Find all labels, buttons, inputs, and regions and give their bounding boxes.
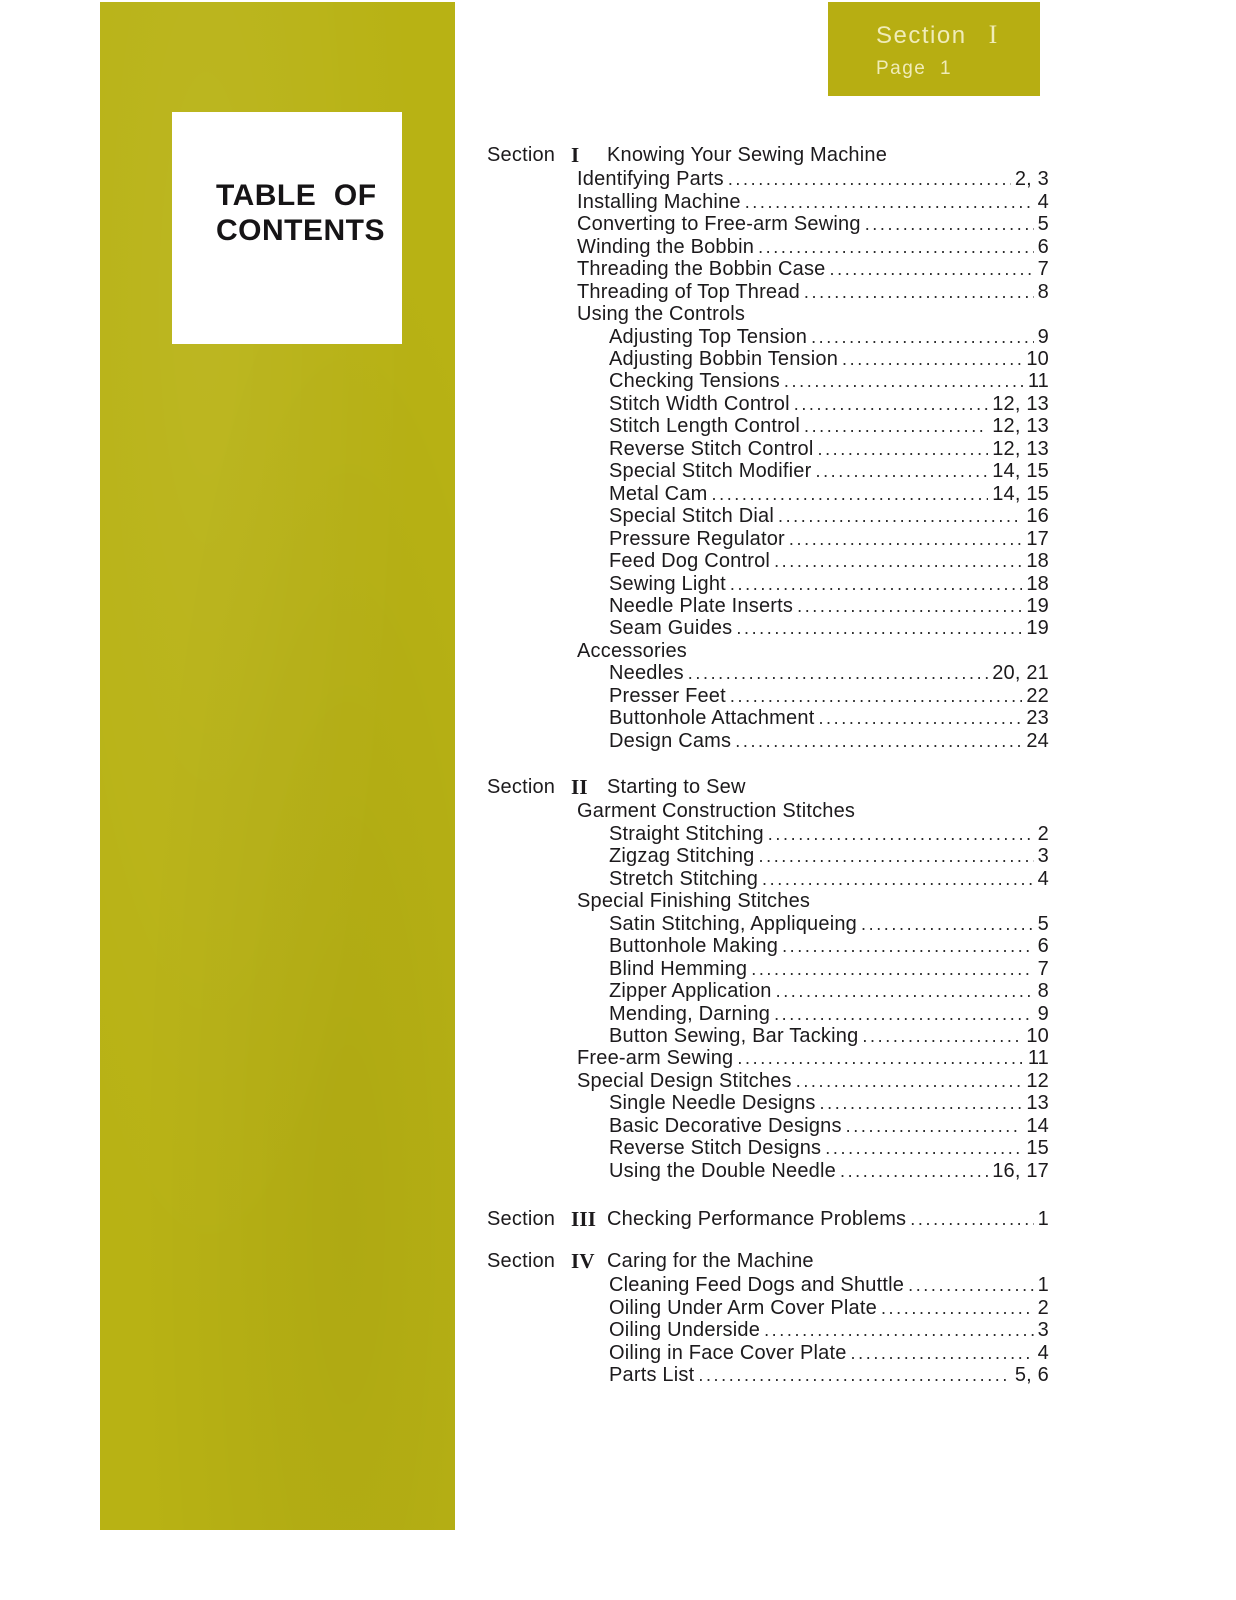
- section-label: Section: [487, 1250, 556, 1272]
- page-ref: 10: [1026, 348, 1049, 370]
- entry-title: Buttonhole Attachment: [609, 707, 815, 729]
- entry-title: Oiling Underside: [609, 1319, 761, 1341]
- page-ref: 8: [1037, 281, 1049, 303]
- toc-entry[interactable]: [577, 213, 1049, 235]
- page-ref: 19: [1026, 617, 1049, 639]
- entry-title: Using the Double Needle: [609, 1160, 836, 1182]
- toc-entry[interactable]: [609, 348, 1049, 370]
- toc-entry[interactable]: [609, 730, 1049, 752]
- dot-leader: [751, 958, 1033, 980]
- entry-title: Single Needle Designs: [609, 1092, 816, 1114]
- toc-entry[interactable]: [609, 415, 1049, 437]
- toc-entry[interactable]: [609, 1364, 1049, 1386]
- toc-entry[interactable]: [609, 1025, 1049, 1047]
- entry-title: Basic Decorative Designs: [609, 1115, 842, 1137]
- dot-leader: [908, 1274, 1034, 1296]
- toc-entry[interactable]: [577, 168, 1049, 190]
- entry-title: Reverse Stitch Control: [609, 438, 814, 460]
- page-ref: 9: [1037, 326, 1049, 348]
- toc-entry[interactable]: [609, 868, 1049, 890]
- section-title: Knowing Your Sewing Machine: [607, 144, 888, 166]
- dot-leader: [862, 1025, 1022, 1047]
- dot-leader: [728, 168, 1011, 190]
- page-ref: 1: [1037, 1274, 1049, 1296]
- page-ref: 7: [1037, 258, 1049, 280]
- toc-entry[interactable]: [609, 1297, 1049, 1319]
- dot-leader: [840, 1160, 988, 1182]
- toc-subheading[interactable]: [577, 890, 1077, 912]
- entry-title: Metal Cam: [609, 483, 708, 505]
- entry-title: Zipper Application: [609, 980, 772, 1002]
- section-tab-label: [876, 20, 999, 50]
- section-tab: [828, 2, 1040, 96]
- toc-entry[interactable]: [609, 573, 1049, 595]
- page-ref: 2: [1037, 823, 1049, 845]
- dot-leader: [804, 281, 1034, 303]
- toc-subheading[interactable]: [577, 303, 1077, 325]
- entry-title: Stretch Stitching: [609, 868, 759, 890]
- section-heading[interactable]: [0, 1208, 1236, 1230]
- entry-title: Accessories: [577, 640, 688, 662]
- dot-leader: [830, 258, 1034, 280]
- page-ref: 12, 13: [992, 438, 1049, 460]
- page-ref: 10: [1026, 1025, 1049, 1047]
- section-label: Section: [487, 1208, 556, 1230]
- page-ref: 17: [1026, 528, 1049, 550]
- entry-title: Seam Guides: [609, 617, 733, 639]
- toc-subheading[interactable]: [577, 640, 1077, 662]
- section-numeral: I: [571, 143, 580, 167]
- entry-title: Special Stitch Modifier: [609, 460, 812, 482]
- section-title: Caring for the Machine: [607, 1250, 814, 1272]
- page-ref: 4: [1037, 1342, 1049, 1364]
- entry-title: Blind Hemming: [609, 958, 748, 980]
- page-ref: 9: [1037, 1003, 1049, 1025]
- entry-title: Stitch Length Control: [609, 415, 800, 437]
- section-numeral: III: [571, 1207, 597, 1231]
- dot-leader: [688, 662, 988, 684]
- entry-title: Straight Stitching: [609, 823, 764, 845]
- entry-title: Special Stitch Dial: [609, 505, 774, 527]
- toc-entry[interactable]: [609, 823, 1049, 845]
- dot-leader: [796, 1070, 1023, 1092]
- page-ref: 8: [1037, 980, 1049, 1002]
- section-numeral: IV: [571, 1249, 595, 1273]
- title-line-2: CONTENTS: [216, 214, 385, 247]
- toc-entry[interactable]: [609, 707, 1049, 729]
- toc-entry[interactable]: [609, 1342, 1049, 1364]
- page-ref: 19: [1026, 595, 1049, 617]
- dot-leader: [784, 370, 1024, 392]
- toc-entry[interactable]: [609, 1137, 1049, 1159]
- toc-entry[interactable]: [609, 370, 1049, 392]
- section-label: Section: [487, 144, 556, 166]
- dot-leader: [910, 1208, 1033, 1230]
- toc-entry[interactable]: [609, 505, 1049, 527]
- page-ref: 12: [1026, 1070, 1049, 1092]
- entry-title: Special Design Stitches: [577, 1070, 792, 1092]
- page-ref: 16, 17: [992, 1160, 1049, 1182]
- toc-entry[interactable]: [609, 1003, 1049, 1025]
- dot-leader: [797, 595, 1022, 617]
- entry-title: Converting to Free-arm Sewing: [577, 213, 861, 235]
- toc-entry[interactable]: [609, 438, 1049, 460]
- dot-leader: [730, 685, 1022, 707]
- section-title: Starting to Sew: [607, 776, 746, 798]
- section-heading[interactable]: [0, 1250, 1236, 1272]
- section-heading[interactable]: [0, 144, 1236, 166]
- page-ref: 11: [1027, 370, 1049, 392]
- dot-leader: [762, 868, 1034, 890]
- toc-entry[interactable]: [609, 958, 1049, 980]
- page-ref: 12, 13: [992, 393, 1049, 415]
- section-tab-page: [876, 58, 952, 80]
- dot-leader: [782, 935, 1034, 957]
- page-ref: 16: [1026, 505, 1049, 527]
- entry-title: Zigzag Stitching: [609, 845, 755, 867]
- dot-leader: [846, 1115, 1023, 1137]
- entry-title: Free-arm Sewing: [577, 1047, 734, 1069]
- toc-entry[interactable]: [609, 483, 1049, 505]
- entry-title: Button Sewing, Bar Tacking: [609, 1025, 859, 1047]
- toc-entry[interactable]: [577, 191, 1049, 213]
- toc-entry[interactable]: [609, 1319, 1049, 1341]
- dot-leader: [712, 483, 989, 505]
- toc-entry[interactable]: [577, 258, 1049, 280]
- page-ref: 7: [1037, 958, 1049, 980]
- dot-leader: [818, 707, 1022, 729]
- page-ref: 14, 15: [992, 483, 1049, 505]
- dot-leader: [820, 1092, 1023, 1114]
- toc-entry[interactable]: [577, 236, 1049, 258]
- toc-entry[interactable]: [609, 326, 1049, 348]
- dot-leader: [794, 393, 988, 415]
- dot-leader: [758, 236, 1034, 258]
- entry-title: Needles: [609, 662, 684, 684]
- section-heading[interactable]: [0, 776, 1236, 798]
- entry-title: Parts List: [609, 1364, 695, 1386]
- toc-entry[interactable]: [609, 935, 1049, 957]
- page-ref: 20, 21: [992, 662, 1049, 684]
- dot-leader: [774, 550, 1022, 572]
- toc-entry[interactable]: [609, 913, 1049, 935]
- dot-leader: [861, 913, 1034, 935]
- entry-title: Stitch Width Control: [609, 393, 790, 415]
- dot-leader: [735, 730, 1022, 752]
- section-tab-numeral: I: [988, 20, 999, 49]
- page-ref: 1: [1037, 1208, 1049, 1230]
- dot-leader: [825, 1137, 1022, 1159]
- entry-title: Reverse Stitch Designs: [609, 1137, 822, 1159]
- entry-title: Special Finishing Stitches: [577, 890, 811, 912]
- entry-title: Adjusting Top Tension: [609, 326, 808, 348]
- entry-title: Adjusting Bobbin Tension: [609, 348, 839, 370]
- entry-title: Feed Dog Control: [609, 550, 771, 572]
- dot-leader: [778, 505, 1022, 527]
- toc-entry[interactable]: [609, 980, 1049, 1002]
- page-ref: 2: [1037, 1297, 1049, 1319]
- page-ref: 14, 15: [992, 460, 1049, 482]
- dot-leader: [759, 845, 1034, 867]
- page-ref: 5: [1037, 913, 1049, 935]
- page-ref: 22: [1026, 685, 1049, 707]
- toc-entry[interactable]: [577, 281, 1049, 303]
- dot-leader: [764, 1319, 1034, 1341]
- entry-title: Sewing Light: [609, 573, 726, 595]
- entry-title: Mending, Darning: [609, 1003, 771, 1025]
- page-ref: 11: [1027, 1047, 1049, 1069]
- page-ref: 24: [1026, 730, 1049, 752]
- toc-entry[interactable]: [577, 1070, 1049, 1092]
- page-title: [216, 178, 385, 248]
- page-ref: 2, 3: [1014, 168, 1049, 190]
- section-tab-word: Section: [876, 22, 967, 49]
- entry-title: Design Cams: [609, 730, 732, 752]
- page-ref: 3: [1037, 1319, 1049, 1341]
- entry-title: Installing Machine: [577, 191, 741, 213]
- entry-title: Needle Plate Inserts: [609, 595, 794, 617]
- toc-entry[interactable]: [609, 662, 1049, 684]
- toc-entry[interactable]: [577, 1047, 1049, 1069]
- toc-entry[interactable]: [609, 1115, 1049, 1137]
- entry-title: Satin Stitching, Appliqueing: [609, 913, 857, 935]
- page-ref: 3: [1037, 845, 1049, 867]
- dot-leader: [730, 573, 1022, 595]
- entry-title: Identifying Parts: [577, 168, 724, 190]
- toc-entry[interactable]: [609, 1274, 1049, 1296]
- page-label: Page: [876, 58, 927, 79]
- dot-leader: [698, 1364, 1010, 1386]
- page-ref: 4: [1037, 868, 1049, 890]
- page-ref: 14: [1026, 1115, 1049, 1137]
- toc-entry[interactable]: [609, 528, 1049, 550]
- page-ref: 13: [1026, 1092, 1049, 1114]
- entry-title: Pressure Regulator: [609, 528, 785, 550]
- entry-title: Presser Feet: [609, 685, 726, 707]
- page-ref: 5: [1037, 213, 1049, 235]
- entry-title: Winding the Bobbin: [577, 236, 755, 258]
- page-number: 1: [939, 58, 953, 79]
- page-ref: 6: [1037, 236, 1049, 258]
- page-ref: 5, 6: [1014, 1364, 1049, 1386]
- dot-leader: [745, 191, 1034, 213]
- dot-leader: [842, 348, 1022, 370]
- dot-leader: [736, 617, 1022, 639]
- toc-entry[interactable]: [609, 550, 1049, 572]
- entry-title: Oiling in Face Cover Plate: [609, 1342, 847, 1364]
- toc-entry[interactable]: [609, 617, 1049, 639]
- dot-leader: [776, 980, 1034, 1002]
- dot-leader: [768, 823, 1034, 845]
- page-ref: 12, 13: [992, 415, 1049, 437]
- entry-title: Oiling Under Arm Cover Plate: [609, 1297, 877, 1319]
- dot-leader: [815, 460, 988, 482]
- page-ref: 6: [1037, 935, 1049, 957]
- entry-title: Checking Tensions: [609, 370, 780, 392]
- page-ref: 18: [1026, 573, 1049, 595]
- toc-entry[interactable]: [609, 393, 1049, 415]
- dot-leader: [817, 438, 988, 460]
- dot-leader: [881, 1297, 1034, 1319]
- dot-leader: [789, 528, 1022, 550]
- toc-entry[interactable]: [609, 1092, 1049, 1114]
- toc-entry[interactable]: [609, 685, 1049, 707]
- entry-title: Cleaning Feed Dogs and Shuttle: [609, 1274, 905, 1296]
- toc-entry[interactable]: [609, 845, 1049, 867]
- page-ref: 4: [1037, 191, 1049, 213]
- section-label: Section: [487, 776, 556, 798]
- toc-subheading[interactable]: [577, 800, 1077, 822]
- toc-entry[interactable]: [609, 460, 1049, 482]
- toc-entry[interactable]: [609, 595, 1049, 617]
- entry-title: Threading the Bobbin Case: [577, 258, 826, 280]
- page-ref: 15: [1026, 1137, 1049, 1159]
- section-numeral: II: [571, 775, 588, 799]
- page-ref: 18: [1026, 550, 1049, 572]
- toc-entry[interactable]: [609, 1160, 1049, 1182]
- dot-leader: [774, 1003, 1034, 1025]
- entry-title: Using the Controls: [577, 303, 746, 325]
- dot-leader: [865, 213, 1034, 235]
- dot-leader: [804, 415, 988, 437]
- entry-title: Garment Construction Stitches: [577, 800, 856, 822]
- dot-leader: [811, 326, 1034, 348]
- section-title: Checking Performance Problems: [607, 1208, 907, 1230]
- dot-leader: [851, 1342, 1034, 1364]
- entry-title: Threading of Top Thread: [577, 281, 800, 303]
- entry-title: Buttonhole Making: [609, 935, 779, 957]
- page-ref: 23: [1026, 707, 1049, 729]
- dot-leader: [737, 1047, 1023, 1069]
- title-line-1: TABLE OF: [216, 179, 377, 212]
